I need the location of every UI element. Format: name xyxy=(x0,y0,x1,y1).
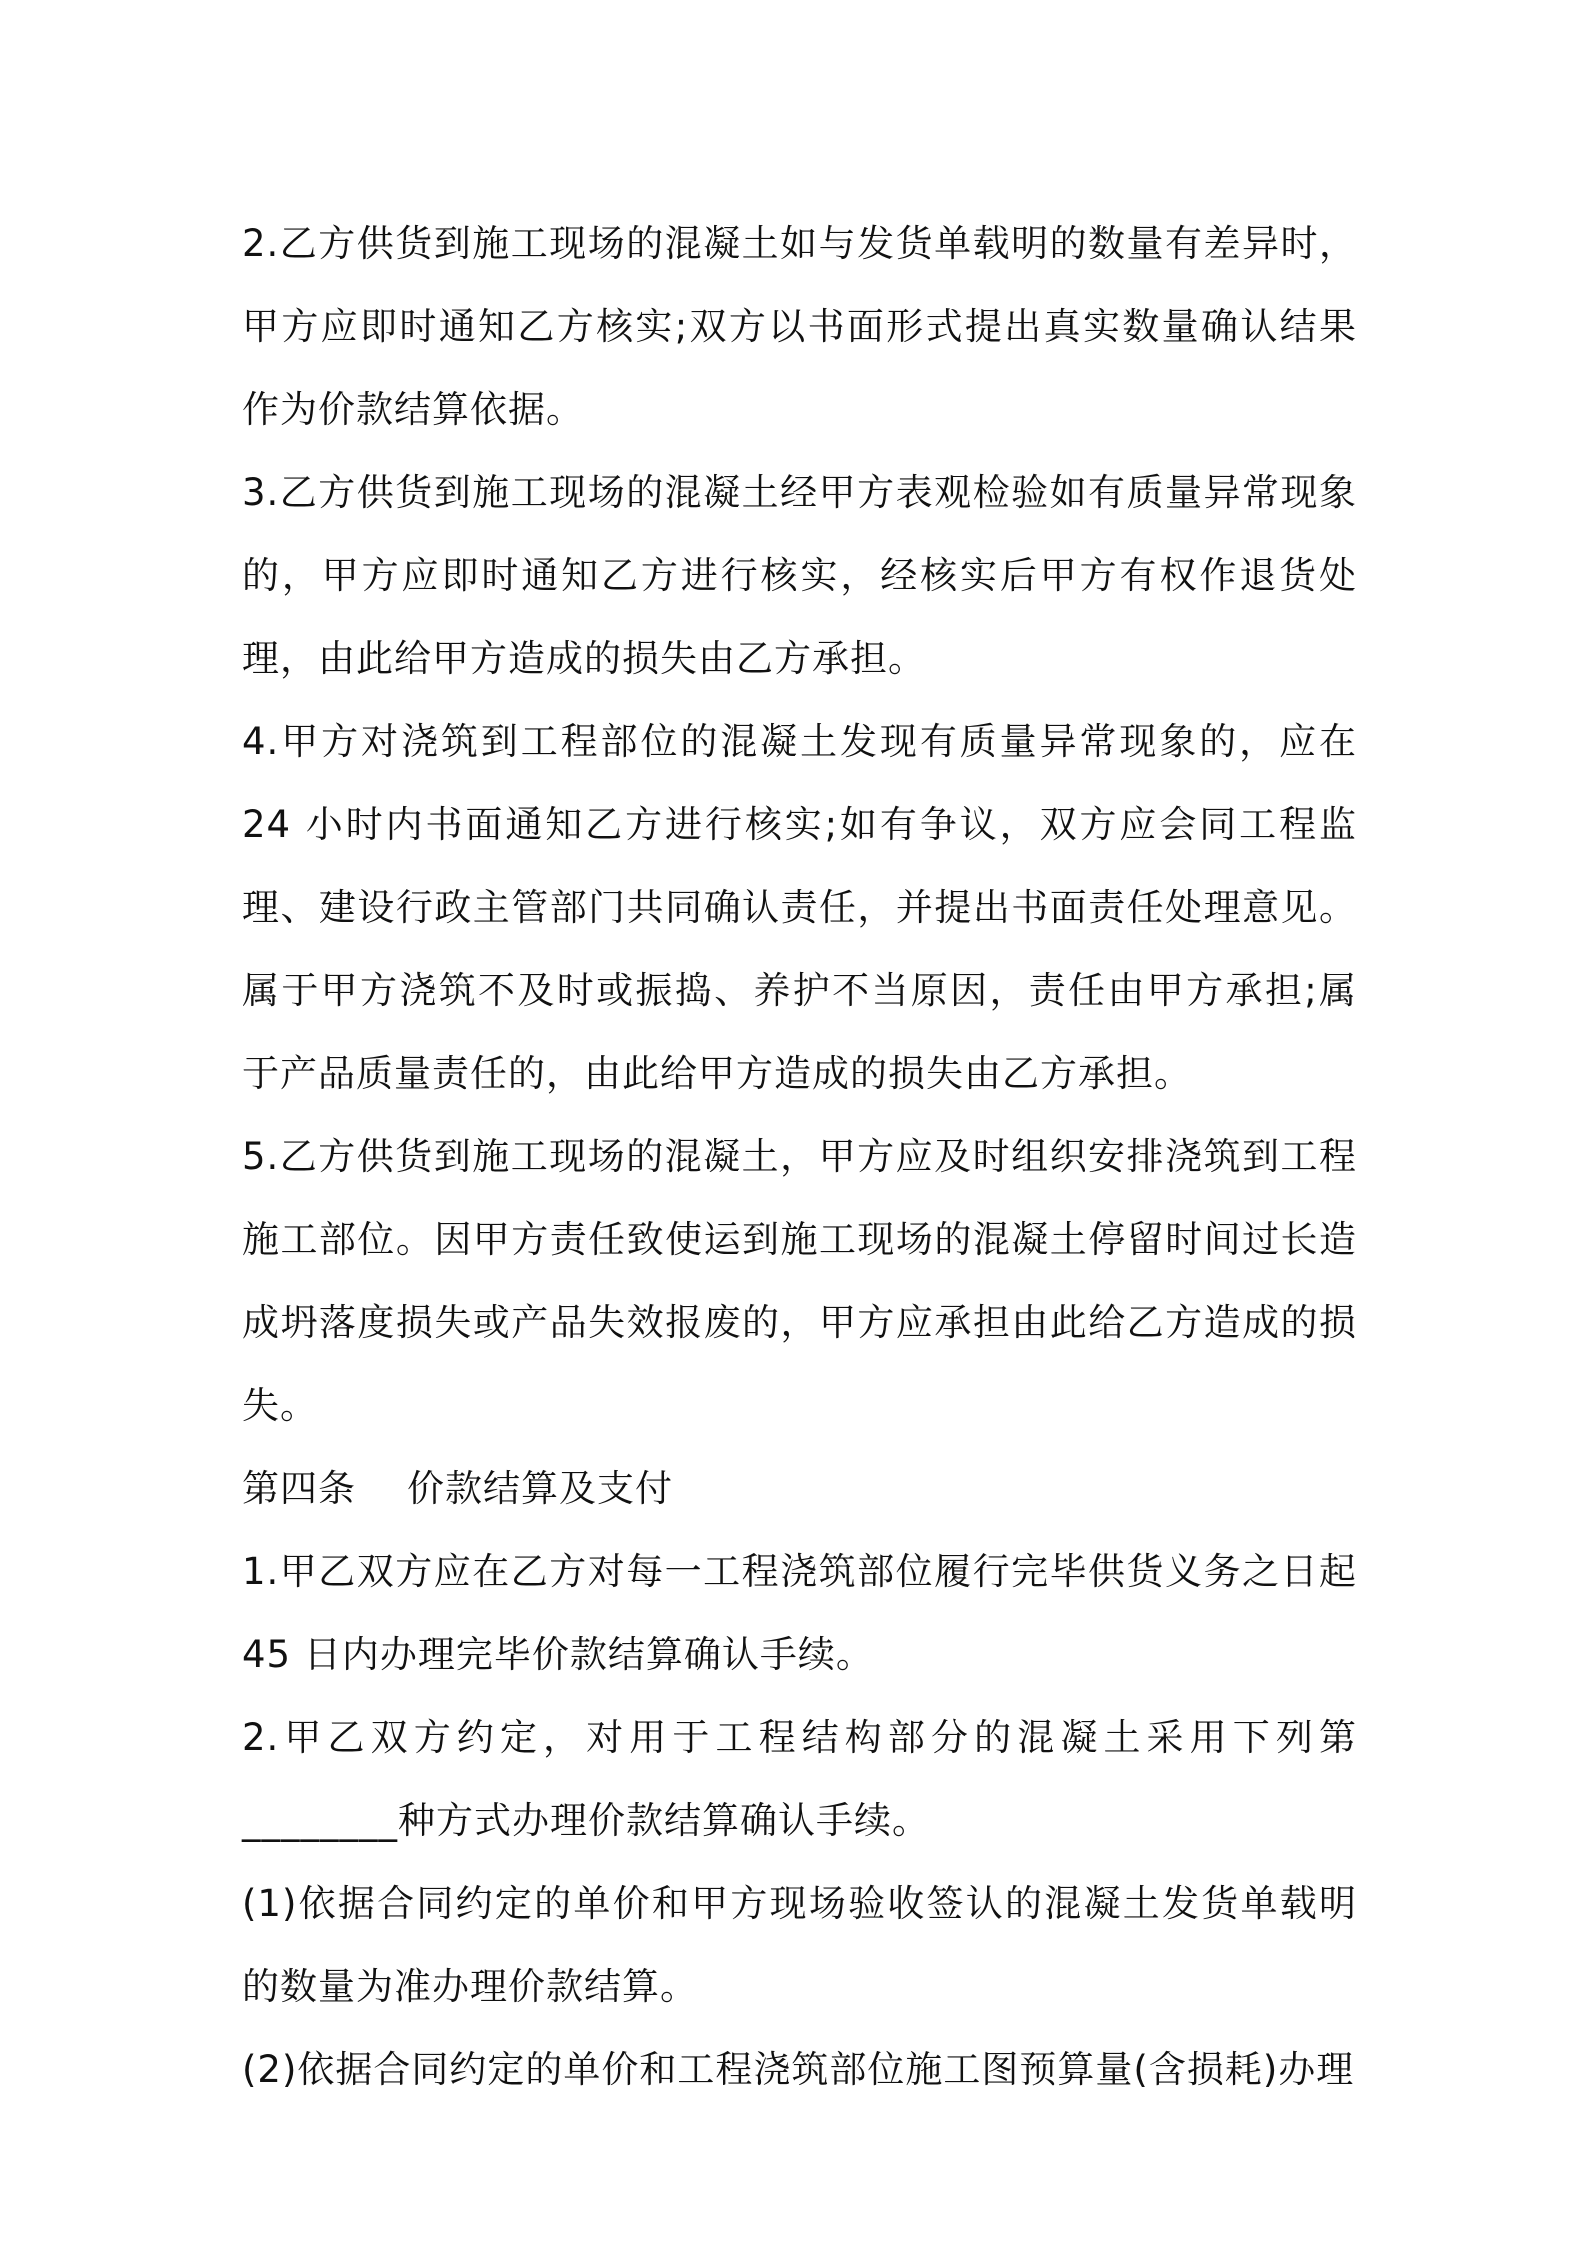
paragraph-method-1: (1)依据合同约定的单价和甲方现场验收签认的混凝土发货单载明的数量为准办理价款结算。 xyxy=(242,1882,1357,2008)
paragraph-2-quantity-discrepancy: 2.乙方供货到施工现场的混凝土如与发货单载明的数量有差异时，甲方应即时通知乙方核实;双方以书面形式提出真实数量确认结果作为价款结算依据。 xyxy=(242,222,1357,431)
document-body xyxy=(242,202,1357,2111)
paragraph-method-2: (2)依据合同约定的单价和工程浇筑部位施工图预算量(含损耗)办理 xyxy=(242,2048,1355,2091)
paragraph-5-delay-loss: 5.乙方供货到施工现场的混凝土，甲方应及时组织安排浇筑到工程施工部位。因甲方责任致使运到施工现场的混凝土停留时间过长造成坍落度损失或产品失效报废的，甲方应承担由此给乙方造成的损失。 xyxy=(242,1135,1357,1427)
article-4-heading: 第四条 价款结算及支付 xyxy=(242,1467,674,1510)
paragraph-settlement-method: 2.甲乙双方约定，对用于工程结构部分的混凝土采用下列第________种方式办理价款结算确认手续。 xyxy=(242,1716,1357,1842)
paragraph-4-quality-dispute: 4.甲方对浇筑到工程部位的混凝土发现有质量异常现象的，应在 24 小时内书面通知乙方进行核实;如有争议，双方应会同工程监理、建设行政主管部门共同确认责任，并提出书面责任处理意见。属于甲方浇筑不及时或振捣、养护不当原因，责任由甲方承担;属于产品质量责任的，由此给甲方造成的损失由乙方承担。 xyxy=(242,720,1357,1095)
paragraph-3-quality-inspection: 3.乙方供货到施工现场的混凝土经甲方表观检验如有质量异常现象的，甲方应即时通知乙方进行核实，经核实后甲方有权作退货处理，由此给甲方造成的损失由乙方承担。 xyxy=(242,471,1357,680)
paragraph-settlement-deadline: 1.甲乙双方应在乙方对每一工程浇筑部位履行完毕供货义务之日起 45 日内办理完毕价款结算确认手续。 xyxy=(242,1550,1357,1676)
